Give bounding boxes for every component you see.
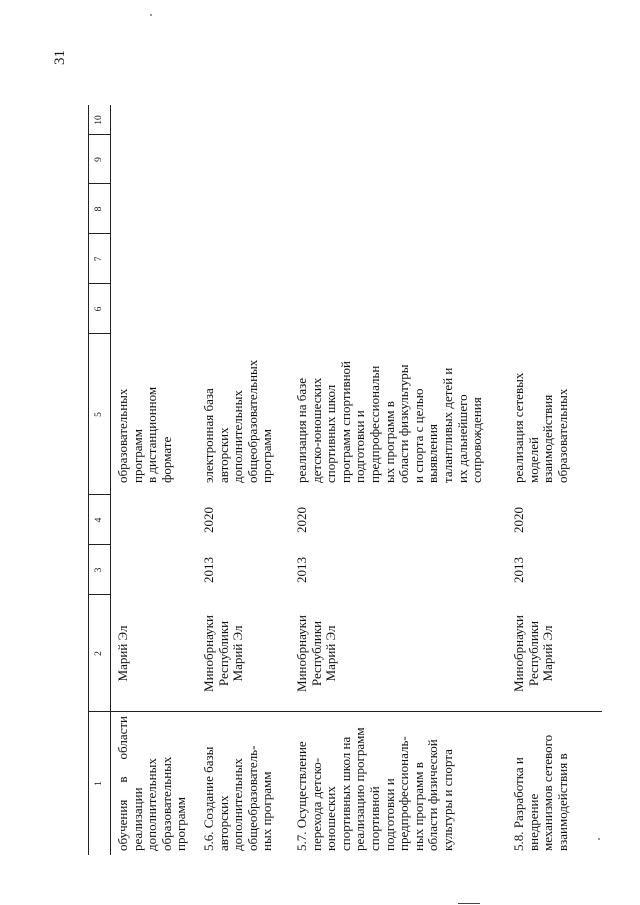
- row2-col5: электронная база авторских дополнительных общеобразовательных программ: [201, 359, 275, 483]
- row4-col3: 2013: [511, 557, 526, 583]
- plan-table: [88, 105, 602, 855]
- header-col-1: 1: [94, 781, 104, 786]
- row3-col1: 5.7. Осуществление перехода детско- юношеских спортивных школ на реализацию программ спортивной подготовки и предпрофессиональ- ных программ в области физической культуры и спорта: [294, 727, 455, 851]
- header-col-3: 3: [94, 567, 104, 573]
- page-number: 31: [52, 50, 68, 65]
- scan-dash-mark: [458, 903, 480, 904]
- row4-col1: 5.8. Разработка и внедрение механизмов сетевого взаимодействия в: [511, 734, 570, 851]
- row4-col4: 2020: [511, 507, 526, 533]
- row2-col2: Минобрнауки Республики Марий Эл: [201, 615, 246, 692]
- row3-col2: Минобрнауки Республики Марий Эл: [294, 615, 339, 692]
- row4-col5: реализация сетевых моделей взаимодействия образовательных: [511, 372, 570, 483]
- row3-col4: 2020: [294, 507, 309, 533]
- row2-col3: 2013: [201, 557, 216, 583]
- row1-col2: Марий Эл: [115, 625, 130, 682]
- header-bottom-border: [110, 105, 111, 855]
- header-col-2: 2: [94, 651, 104, 656]
- header-col-7: 7: [94, 256, 104, 262]
- row2-col4: 2020: [201, 507, 216, 533]
- scan-dot: [598, 838, 600, 840]
- row3-col3: 2013: [294, 557, 309, 583]
- scan-dot: [150, 14, 152, 16]
- header-col-4: 4: [94, 517, 104, 523]
- row1-col5: образовательных программ в дистанционном формате: [115, 386, 174, 483]
- header-col-9: 9: [94, 157, 104, 162]
- row4-col2: Минобрнауки Республики Марий Эл: [511, 615, 556, 692]
- row1-col1: обучения в области реализации дополнительных образовательных программ: [115, 716, 189, 851]
- header-col-5: 5: [94, 412, 104, 417]
- row3-col5: реализация на базе детско-юношеских спортивных школ программ спортивной подготовки и предпрофессиональн ых программ в области физкультуры и спорта с целью выявления талантливых детей и их дальнейшего сопровождения: [294, 360, 485, 483]
- header-col-8: 8: [94, 206, 104, 212]
- row2-col1: 5.6. Создание базы авторских дополнительных общеобразователь- ных программ: [201, 745, 275, 851]
- header-col-10: 10: [94, 115, 104, 125]
- header-col-6: 6: [94, 306, 104, 312]
